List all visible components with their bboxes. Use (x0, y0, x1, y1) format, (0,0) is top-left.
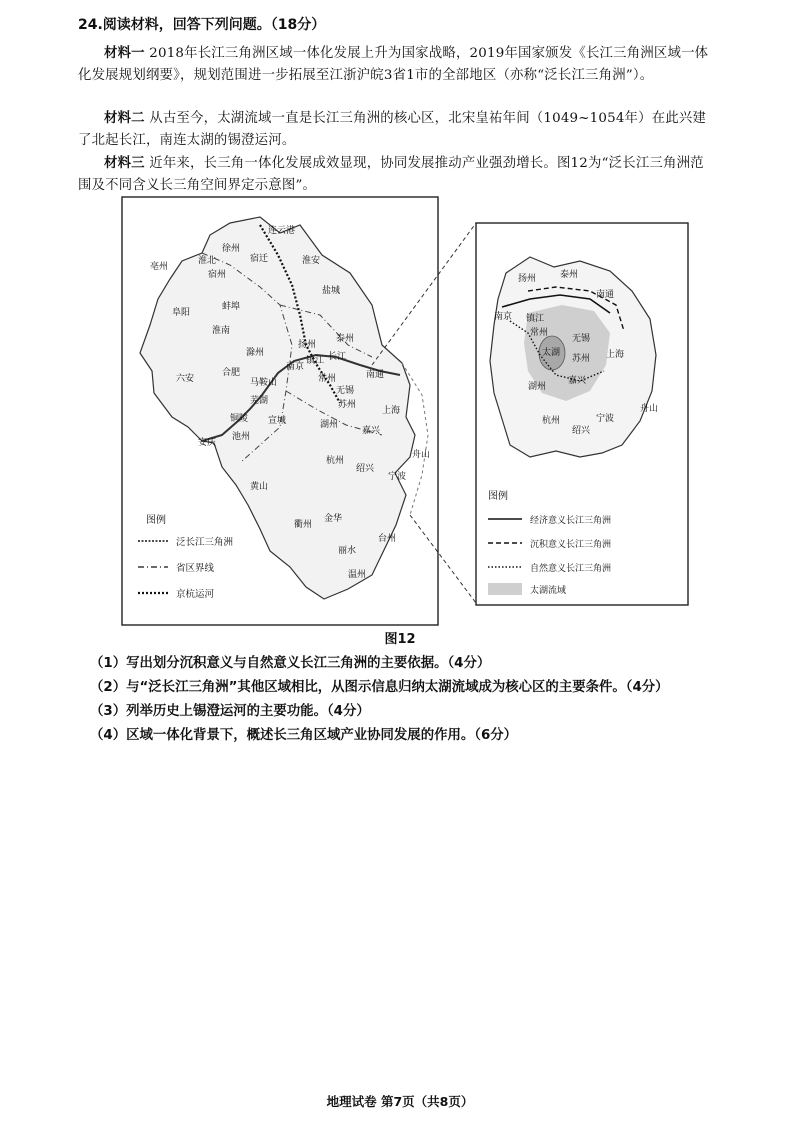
city-label: 六安 (176, 374, 195, 384)
sub-question-2: （2）与“泛长江三角洲”其他区域相比，从图示信息归纳太湖流域成为核心区的主要条件。（4分） (90, 680, 669, 695)
figure-caption: 图12 (384, 632, 416, 647)
city-label: 苏州 (338, 400, 357, 410)
legend-label: 泛长江三角洲 (176, 537, 234, 548)
city-label: 上海 (382, 406, 401, 416)
city-label: 台州 (378, 534, 397, 544)
city-label: 宿州 (208, 270, 227, 280)
material-2 (78, 107, 713, 152)
city-label: 苏州 (572, 354, 591, 364)
city-label: 淮北 (198, 256, 217, 266)
legend-label: 京杭运河 (176, 589, 215, 600)
city-label: 泰州 (336, 334, 355, 344)
legend-label: 自然意义长江三角洲 (530, 564, 612, 574)
city-label: 常州 (318, 374, 337, 384)
city-label: 扬州 (298, 340, 317, 350)
right-legend-title: 图例 (488, 491, 508, 502)
zoom-connector (410, 515, 476, 603)
city-label: 南京 (286, 362, 305, 372)
material-text: 近年来，长三角一体化发展成效显现，协同发展推动产业强劲增长。图12为“泛长江三角洲范围及不同含义长三角空间界定示意图”。 (78, 156, 704, 193)
city-label: 蚌埠 (222, 302, 241, 312)
city-label: 连云港 (268, 226, 296, 236)
city-label: 杭州 (542, 416, 561, 426)
city-label: 湖州 (528, 382, 547, 392)
city-label: 滁州 (246, 348, 265, 358)
sub-question-3: （3）列举历史上锡澄运河的主要功能。（4分） (90, 704, 370, 719)
city-label: 马鞍山 (250, 378, 278, 388)
city-label: 嘉兴 (362, 426, 381, 436)
left-legend-title: 图例 (146, 515, 166, 526)
city-label: 金华 (324, 514, 343, 524)
sub-questions (90, 652, 730, 748)
sub-question-1: （1）写出划分沉积意义与自然意义长江三角洲的主要依据。（4分） (90, 656, 491, 671)
city-label: 常州 (530, 328, 549, 338)
city-label: 泰州 (560, 270, 579, 280)
city-label: 徐州 (222, 244, 241, 254)
legend-label: 省区界线 (176, 563, 215, 574)
city-label: 南京 (494, 312, 513, 322)
city-label: 舟山 (640, 404, 659, 414)
city-label: 南通 (596, 290, 615, 300)
sub-question-4: （4）区域一体化背景下，概述长三角区域产业协同发展的作用。（6分） (90, 728, 518, 743)
material-1 (78, 42, 713, 87)
city-label: 宣城 (268, 416, 287, 426)
city-label: 合肥 (222, 368, 241, 378)
city-label: 无锡 (572, 334, 591, 344)
city-label: 湖州 (320, 420, 339, 430)
city-label: 宿迁 (250, 254, 269, 264)
legend-label: 沉积意义长江三角洲 (530, 540, 612, 550)
city-label: 太湖 (542, 348, 561, 358)
city-label: 黄山 (250, 482, 269, 492)
zoom-connector (372, 223, 476, 365)
material-label: 材料一 (104, 45, 145, 61)
material-label: 材料三 (104, 155, 145, 171)
page-footer: 地理试卷 第7页（共8页） (326, 1094, 474, 1109)
question-title: 24.阅读材料，回答下列问题。（18分） (78, 17, 326, 33)
city-label: 安庆 (198, 438, 217, 448)
city-label: 亳州 (150, 262, 169, 272)
city-label: 镇江 (306, 356, 325, 366)
city-label: 镇江 (526, 314, 545, 324)
city-label: 扬州 (518, 274, 537, 284)
material-text: 从古至今，太湖流域一直是长江三角洲的核心区，北宋皇祐年间（1049~1054年）在此兴建了北起长江，南连太湖的锡澄运河。 (78, 111, 707, 148)
city-label: 上海 (606, 350, 625, 360)
city-label: 宁波 (388, 472, 407, 482)
city-label: 淮安 (302, 256, 321, 266)
legend-swatch-taihu (488, 583, 522, 595)
material-3 (78, 152, 713, 197)
city-label: 宁波 (596, 414, 615, 424)
city-label: 衢州 (294, 520, 313, 530)
legend-label: 太湖流域 (530, 586, 567, 596)
material-label: 材料二 (104, 110, 145, 126)
figure-12 (110, 195, 692, 635)
city-label: 长江 (328, 352, 347, 362)
city-label: 南通 (366, 370, 385, 380)
city-label: 芜湖 (250, 396, 269, 406)
city-label: 阜阳 (172, 308, 191, 318)
city-label: 盐城 (322, 286, 341, 296)
figure-svg (110, 195, 692, 635)
city-label: 丽水 (338, 546, 357, 556)
city-label: 绍兴 (356, 464, 375, 474)
city-label: 无锡 (336, 386, 355, 396)
city-label: 杭州 (326, 456, 345, 466)
city-label: 池州 (232, 432, 251, 442)
city-label: 绍兴 (572, 426, 591, 436)
city-label: 舟山 (412, 450, 431, 460)
city-label: 温州 (348, 570, 367, 580)
city-label: 嘉兴 (568, 376, 587, 386)
city-label: 淮南 (212, 326, 231, 336)
city-label: 铜陵 (230, 414, 249, 424)
material-text: 2018年长江三角洲区域一体化发展上升为国家战略，2019年国家颁发《长江三角洲区域一体化发展规划纲要》，规划范围进一步拓展至江浙沪皖3省1市的全部地区（亦称“泛长江三角洲”）。 (78, 46, 709, 83)
legend-label: 经济意义长江三角洲 (530, 516, 612, 526)
